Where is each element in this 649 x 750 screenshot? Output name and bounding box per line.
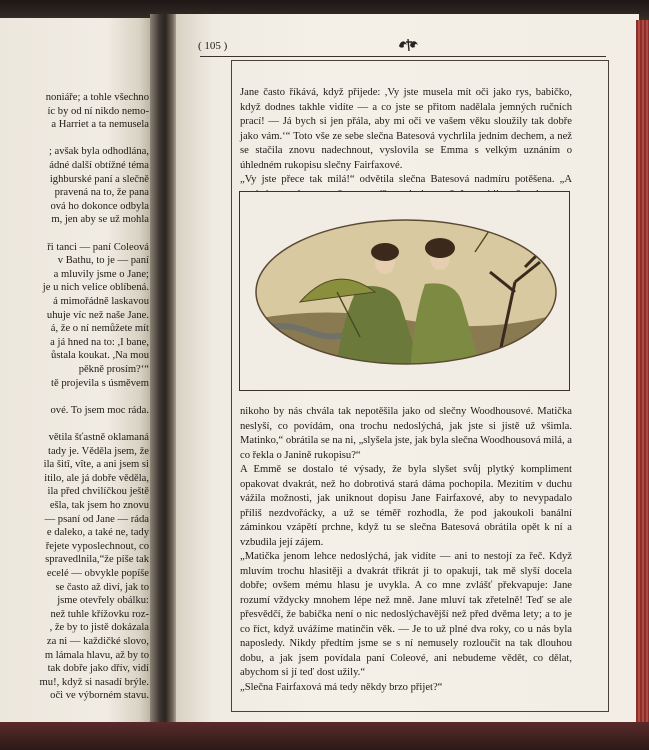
left-page-line: tady je. Věděla jsem, že [48, 445, 149, 457]
left-page-line: jsme otevřely obálku: [57, 595, 149, 607]
left-page-line: a Harriet a ta nemusela [51, 119, 149, 131]
fleuron-icon [396, 37, 420, 53]
left-page-line: spravedlnila,“že píše tak [45, 554, 149, 566]
left-page-line: ové. To jsem moc ráda. [50, 404, 149, 416]
left-page-line: pěkně prosím?‘“ [78, 364, 149, 375]
left-page-line: uhuje víc než naše Jane. [46, 309, 149, 321]
right-lady-hair [425, 238, 455, 258]
left-page-line: á mimořádně laskavou [53, 296, 149, 307]
left-page-line: m lámala hlavu, až by to [44, 649, 149, 661]
left-page-line: ři tanci — paní Coleová [47, 241, 149, 253]
paragraph: „Vy jste přece tak milá!“ odvětila slečna Batesová nadmíru potěšena. „A [240, 174, 572, 185]
illustration-two-ladies-with-parasols [240, 192, 571, 392]
left-page-line: ůstala koukat. ,Na mou [51, 350, 149, 362]
page-number: ( 105 ) [198, 40, 228, 52]
left-page-line: íc by od ní nikdo nemo- [47, 105, 149, 117]
left-page-line: á, že o ní nemůžete mít [50, 323, 149, 335]
illustration [239, 191, 570, 391]
left-page-line: v Bathu, to je — paní [57, 255, 149, 267]
left-page-line: tak dobře jako dřív, vidí [47, 663, 149, 675]
left-page-line: m, jen aby se už mohla [51, 214, 149, 226]
header-rule [200, 56, 606, 57]
left-page-line: tě projevila s úsměvem [51, 377, 149, 389]
body-text-top [240, 86, 572, 202]
left-page-line: itilo, ale já dobře věděla, [44, 472, 149, 484]
paragraph: „Matička jenom lehce nedoslýchá, jak vidíte — ani to nestojí za řeč. Když mluvím trochu hlasitěji a dvakrát třikrát ji to opakuji, tak mě slyší docela dobře; ovšem mému hlasu je uvykla. A co mne zvlášť překvapuje: Jane rozumí vždycky mnohem lépe než mně. Jane mluví tak zřetelně! Teď se ale přesvědčí, že babička není o nic nedoslýchavější než před dvěma lety; a to je co říct, když uvážíme matinčin věk. — Je to už plné dva roky, co u nás byla naposledy. Nikdy předtím jsme se s ní nemusely rozloučit na tak dlouhou dobu, a jak jsem povídala paní Coleové, ani nebudeme vědět, co dělat, abychom si jí teď dost užily.“ [240, 551, 572, 678]
paragraph: nikoho by nás chvála tak nepotěšila jako od slečny Woodhousové. Matička neslyší, co povídám, ona trochu nedoslýchá, jak jste si jistě už všimla. Matinko,“ obrátila se na ni, „slyšela jste, jak byla slečna Woodhousová milá, a co řekla o Janině rukopisu?“ [240, 406, 572, 461]
paragraph: Jane často říkává, když přijede: ,Vy jste musela mít oči jako rys, babičko, když dodnes takhle vidíte — a co jste se přitom nadělala jemných ručních prací! — Já bych si jen přála, aby mi oči ve vašem věku sloužily tak dobře jako vám.‘“ Toto vše ze sebe slečna Batesová vychrlila jedním dechem, a než se stačila znovu nadechnout, vyslovila se Emma s velkým uznáním o úhledném rukopisu slečny Fairfaxové. [240, 87, 572, 171]
left-page-line: ; avšak byla odhodlána, [48, 146, 149, 158]
left-page-line: ighburské paní a slečně [49, 173, 149, 185]
left-page-line: se často až diví, jak to [55, 581, 149, 593]
page-header [198, 40, 610, 56]
left-page-line: pravená na to, že pana [54, 187, 149, 199]
left-page-line: než tuhle křížovku roz- [50, 608, 149, 620]
left-page-line: větila šťastně oklamaná [48, 432, 149, 443]
left-page-line: , že by to jistě dokázala [49, 622, 149, 634]
left-page-line: a já hned na to: ,I bane, [50, 336, 149, 348]
book-gutter [150, 14, 178, 732]
left-page-line: řejete vyposlechnout, co [45, 540, 149, 552]
book-bottom-edge [0, 722, 649, 750]
left-page-line: ádné další obtížné téma [49, 160, 149, 171]
left-page-line: — psaní od Jane — ráda [44, 513, 149, 525]
left-page-line: mu!, když si nasadí brýle. [39, 676, 149, 688]
left-page-line: ila před chvilíčkou ještě [47, 486, 149, 498]
paragraph: „Slečna Fairfaxová má tedy někdy brzo přijet?“ [240, 681, 443, 693]
left-page [0, 18, 152, 730]
left-page-line: za ni — každičké slovo, [46, 636, 149, 647]
left-page-line: noniáře; a tohle všechno [45, 92, 149, 103]
left-page-line: je u nich velice oblíbená. [42, 282, 149, 294]
body-text-bottom [240, 405, 572, 695]
left-page-line: ila šitî, vîte, a ani jsem si [43, 459, 149, 471]
left-lady-hair [371, 243, 399, 261]
left-page-line: ešla, tak jsem ho znovu [49, 500, 149, 511]
left-page-line: oči ve výborném stavu. [50, 690, 149, 702]
left-page-line: a mluvily jsme o Jane; [53, 268, 149, 280]
paragraph: A Emmě se dostalo té výsady, že byla slyšet svůj plytký kompliment opakovat dvakrát, než ho dobrotivá stará dáma pochopila. Mezitím v duchu vážila možnosti, jak uniknout dopisu Jane Fairfaxové, aby to nevypadalo příliš nezdvořácky, a už se téměř rozhodla, že pod jakoukoli banální záminkou vzápětí prchne, když tu se slečna Batesová obrátila opět k ní a vzbudila její zájem. [240, 464, 572, 548]
left-page-line: e daleko, a také ne, tady [46, 527, 149, 539]
page-fore-edge [636, 20, 649, 725]
left-page-line: ecelé — obvykle popíše [46, 568, 149, 579]
left-page-line: ová ho dokonce odbyla [50, 200, 149, 212]
